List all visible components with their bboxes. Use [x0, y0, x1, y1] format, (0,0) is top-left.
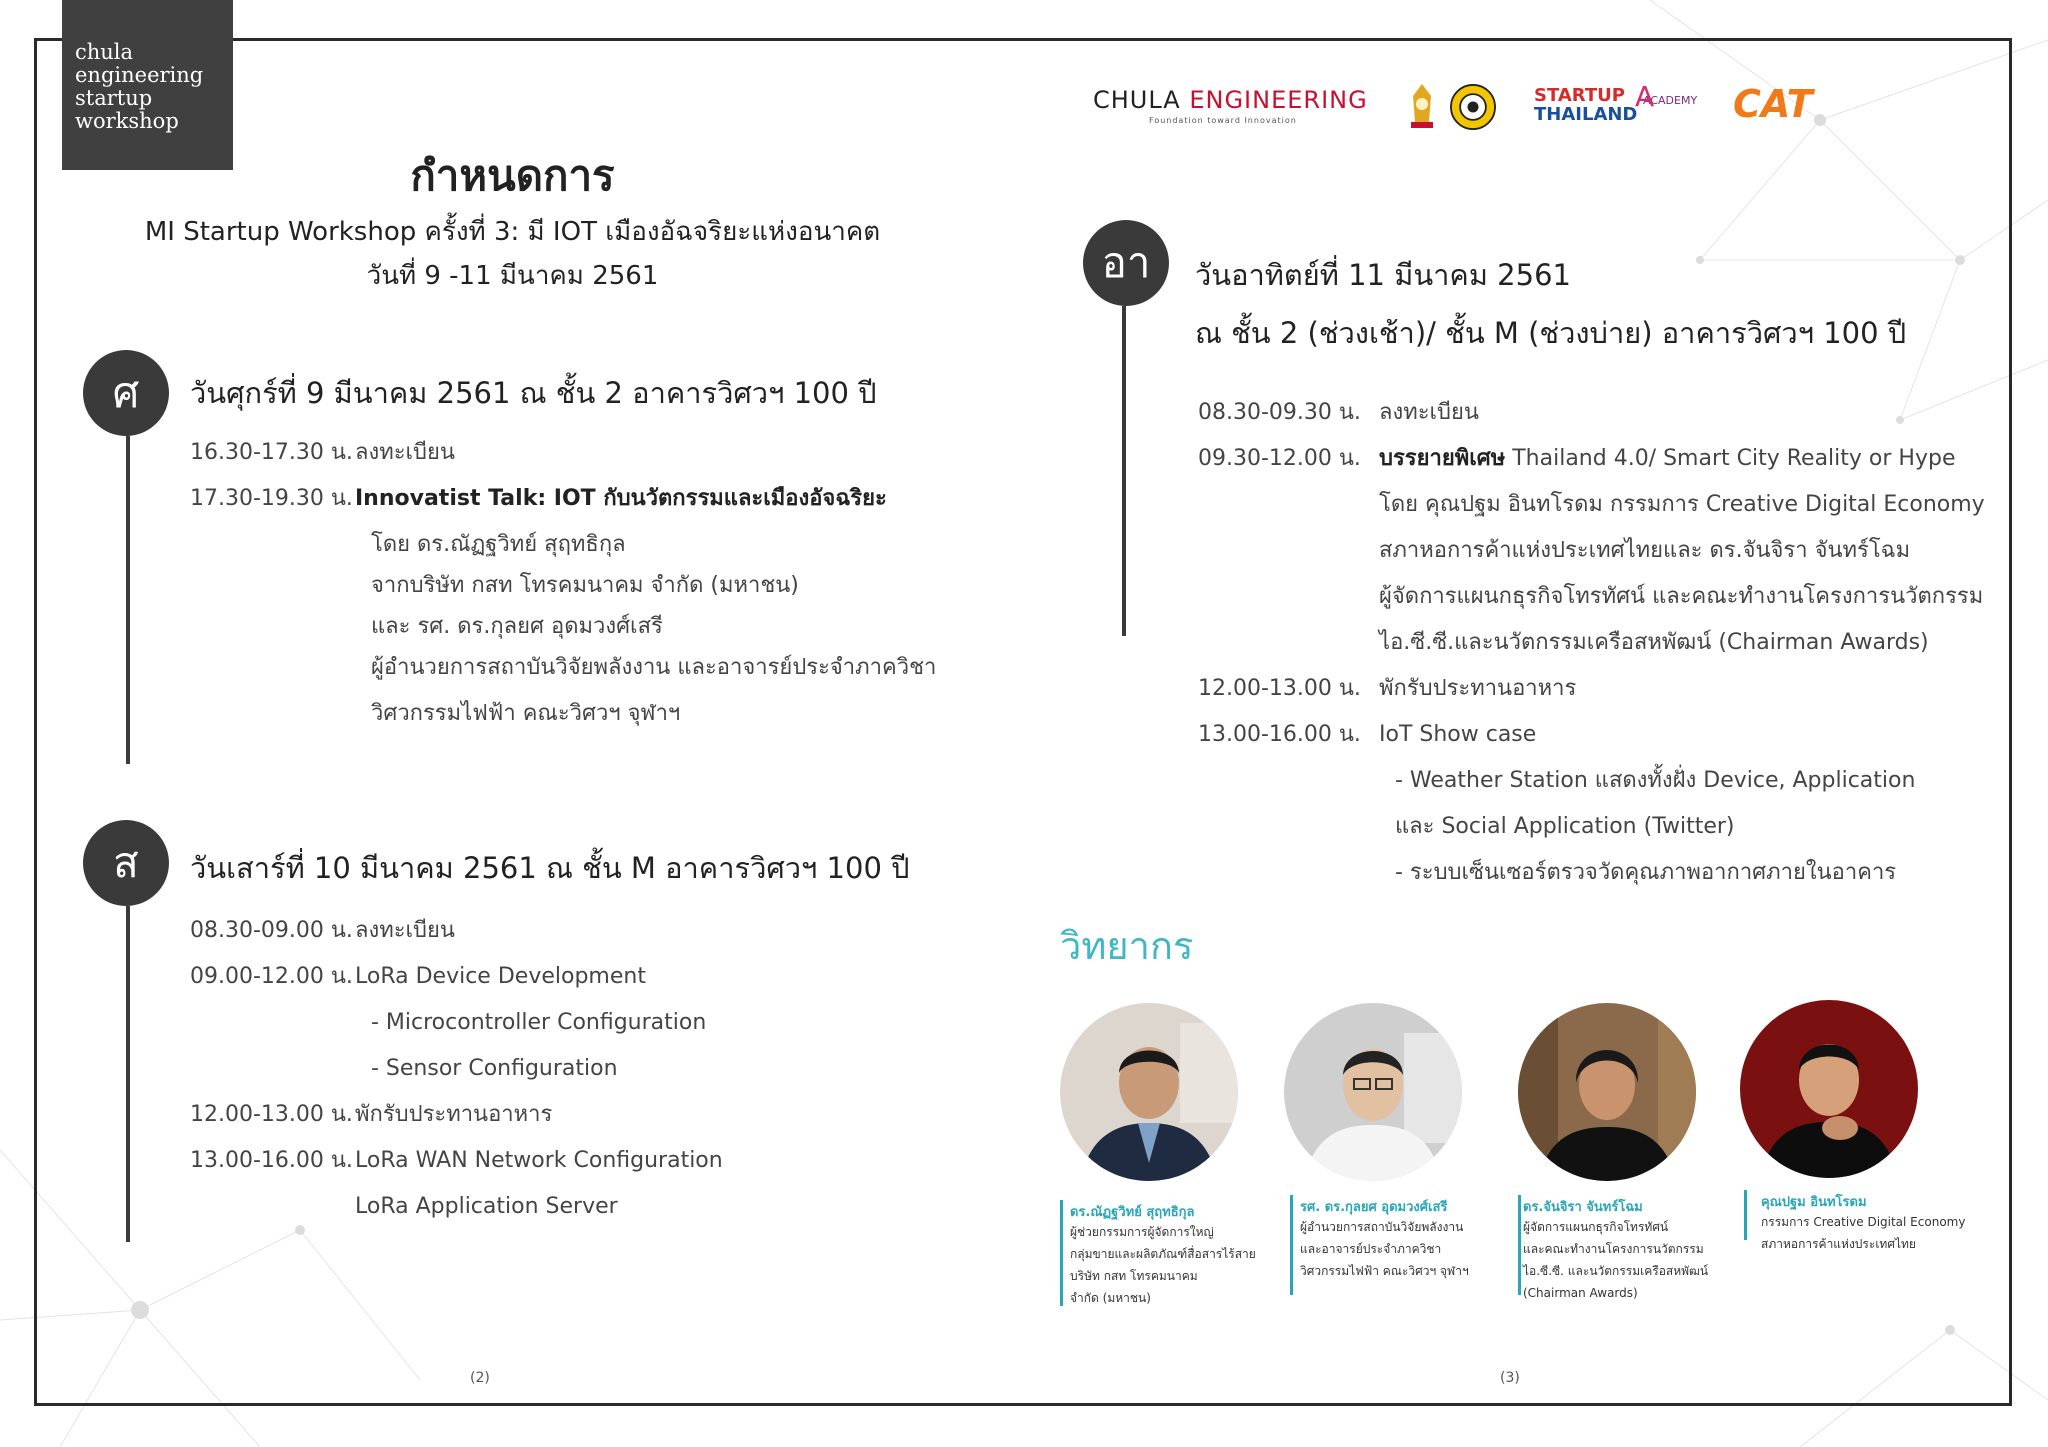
- showcase-line: - Weather Station แสดงทั้งฝั่ง Device, Application: [1395, 768, 1916, 793]
- detail-line: จากบริษัท กสท โทรคมนาคม จำกัด (มหาชน): [371, 573, 799, 598]
- detail-line: และ รศ. ดร.กุลยศ อุดมวงศ์เสรี: [371, 614, 663, 639]
- university-emblem-icon: [1399, 82, 1445, 132]
- caption-accent-bar: [1060, 1200, 1063, 1306]
- schedule-row: [190, 962, 646, 992]
- day1-heading: วันศุกร์ที่ 9 มีนาคม 2561 ณ ชั้น 2 อาคารวิศวฯ 100 ปี: [190, 376, 877, 410]
- event-date: วันที่ 9 -11 มีนาคม 2561: [366, 261, 659, 291]
- schedule-time: 13.00-16.00 น.: [1198, 722, 1361, 747]
- logo-text: ENGINEERING: [1189, 86, 1368, 114]
- schedule-event: IoT Show case: [1379, 722, 1537, 747]
- cat-logo: CAT: [1733, 82, 1813, 126]
- schedule-event-emphasis: บรรยายพิเศษ: [1379, 446, 1506, 471]
- brand-box: [62, 0, 233, 170]
- schedule-time: 13.00-16.00 น.: [190, 1148, 353, 1173]
- showcase-line: และ Social Application (Twitter): [1395, 814, 1735, 839]
- day3-subheading: ณ ชั้น 2 (ช่วงเช้า)/ ชั้น M (ช่วงบ่าย) อาคารวิศวฯ 100 ปี: [1195, 316, 1907, 350]
- schedule-event: LoRa Device Development: [355, 964, 646, 989]
- detail-line: วิศวกรรมไฟฟ้า คณะวิศวฯ จุฬาฯ: [371, 701, 681, 726]
- schedule-time: 09.30-12.00 น.: [1198, 446, 1361, 471]
- event-subtitle: MI Startup Workshop ครั้งที่ 3: มี IOT เมืองอัฉจริยะแห่งอนาคต: [144, 217, 881, 247]
- speaker-name: ดร.ณัฏฐวิทย์ สุฤทธิกุล: [1070, 1205, 1195, 1220]
- schedule-event: ลงทะเบียน: [1379, 400, 1479, 425]
- chula-engineering-logo: [1093, 86, 1368, 125]
- detail-line: สภาหอการค้าแห่งประเทศไทยและ ดร.จันจิรา จันทร์โฉม: [1379, 538, 1911, 563]
- showcase-line: - ระบบเซ็นเซอร์ตรวจวัดคุณภาพอากาศภายในอาคาร: [1395, 860, 1897, 885]
- day2-heading: วันเสาร์ที่ 10 มีนาคม 2561 ณ ชั้น M อาคารวิศวฯ 100 ปี: [190, 851, 910, 885]
- speaker-photo: [1284, 1003, 1462, 1181]
- schedule-time: 12.00-13.00 น.: [1198, 676, 1361, 701]
- schedule-event: Innovatist Talk: IOT กับนวัตกรรมและเมืองอัจฉริยะ: [355, 486, 887, 511]
- logo-text: STARTUP: [1534, 85, 1625, 106]
- detail-line: โดย คุณปฐม อินทโรดม กรรมการ Creative Digital Economy: [1379, 492, 1985, 517]
- schedule-time: 17.30-19.30 น.: [190, 486, 353, 511]
- detail-line: LoRa Application Server: [355, 1194, 618, 1219]
- academy-logo: [1635, 80, 1698, 113]
- schedule-time: 08.30-09.00 น.: [190, 918, 353, 943]
- brand-line: engineering: [75, 63, 204, 87]
- detail-line: - Sensor Configuration: [371, 1056, 618, 1081]
- speaker-photo: [1518, 1003, 1696, 1181]
- caption-accent-bar: [1518, 1195, 1521, 1295]
- day3-badge: อา: [1083, 220, 1169, 306]
- page-number-right: (3): [1500, 1370, 1520, 1386]
- speaker-photo: [1060, 1003, 1238, 1181]
- schedule-event: พักรับประทานอาหาร: [1379, 676, 1577, 701]
- speakers-heading: วิทยากร: [1060, 924, 1194, 968]
- logo-tagline: Foundation toward Innovation: [1149, 116, 1297, 125]
- detail-line: โดย ดร.ณัฏฐวิทย์ สุฤทธิกุล: [371, 532, 626, 557]
- caption-accent-bar: [1290, 1195, 1293, 1295]
- academy-a-icon: A: [1635, 80, 1655, 113]
- schedule-event: LoRa WAN Network Configuration: [355, 1148, 723, 1173]
- partner-logos: [1093, 82, 1833, 132]
- brand-line: startup: [75, 86, 153, 110]
- day1-badge: ศ: [83, 350, 169, 436]
- schedule-time: 12.00-13.00 น.: [190, 1102, 353, 1127]
- speaker-name: ดร.จันจิรา จันทร์โฉม: [1523, 1200, 1643, 1215]
- schedule-event: ลงทะเบียน: [355, 918, 455, 943]
- page-number-left: (2): [470, 1370, 490, 1386]
- schedule-row: [1198, 720, 1537, 750]
- speaker-name: คุณปฐม อินทโรดม: [1761, 1195, 1867, 1210]
- logo-text: ACADEMY: [1643, 94, 1698, 107]
- speaker-title: และอาจารย์ประจำภาควิชา: [1300, 1242, 1442, 1256]
- schedule-event: Thailand 4.0/ Smart City Reality or Hype: [1505, 446, 1956, 471]
- speaker-photo: [1740, 1000, 1918, 1178]
- faculty-seal-icon: [1450, 82, 1496, 132]
- speaker-title: สภาหอการค้าแห่งประเทศไทย: [1761, 1237, 1916, 1251]
- speaker-title: จำกัด (มหาชน): [1070, 1291, 1151, 1305]
- startup-thailand-logo: [1534, 86, 1637, 124]
- caption-accent-bar: [1744, 1190, 1747, 1240]
- speaker-title: ผู้ช่วยกรรมการผู้จัดการใหญ่: [1070, 1225, 1214, 1239]
- page-title: กำหนดการ: [410, 151, 615, 200]
- day3-heading: วันอาทิตย์ที่ 11 มีนาคม 2561: [1195, 258, 1571, 292]
- schedule-row: [1198, 674, 1577, 704]
- day2-badge: ส: [83, 820, 169, 906]
- day2-timeline: [126, 906, 130, 1242]
- schedule-row: [190, 1146, 723, 1176]
- schedule-row: [1198, 444, 1956, 474]
- day3-timeline: [1122, 306, 1126, 636]
- schedule-event: พักรับประทานอาหาร: [355, 1102, 553, 1127]
- schedule-time: 16.30-17.30 น.: [190, 440, 353, 465]
- schedule-row: [190, 1100, 553, 1130]
- schedule-event: ลงทะเบียน: [355, 440, 455, 465]
- speaker-name: รศ. ดร.กุลยศ อุดมวงศ์เสรี: [1300, 1200, 1448, 1215]
- detail-line: ผู้อำนวยการสถาบันวิจัยพลังงาน และอาจารย์ประจำภาควิชา: [371, 655, 937, 680]
- speaker-title: (Chairman Awards): [1523, 1286, 1638, 1300]
- speaker-title: ไอ.ซี.ซี. และนวัตกรรมเครือสหพัฒน์: [1523, 1264, 1709, 1278]
- speaker-title: กลุ่มขายและผลิตภัณฑ์สื่อสารไร้สาย: [1070, 1247, 1256, 1261]
- brand-line: chula: [75, 40, 134, 64]
- schedule-row: [1198, 398, 1479, 428]
- speaker-title: วิศวกรรมไฟฟ้า คณะวิศวฯ จุฬาฯ: [1300, 1264, 1469, 1278]
- logo-text: THAILAND: [1534, 104, 1638, 125]
- speaker-title: บริษัท กสท โทรคมนาคม: [1070, 1269, 1198, 1283]
- schedule-time: 08.30-09.30 น.: [1198, 400, 1361, 425]
- detail-line: ไอ.ซี.ซี.และนวัตกรรมเครือสหพัฒน์ (Chairman Awards): [1379, 630, 1929, 655]
- detail-line: - Microcontroller Configuration: [371, 1010, 707, 1035]
- detail-line: ผู้จัดการแผนกธุรกิจโทรทัศน์ และคณะทำงานโครงการนวัตกรรม: [1379, 584, 1984, 609]
- speaker-title: ผู้อำนวยการสถาบันวิจัยพลังงาน: [1300, 1220, 1464, 1234]
- brand-line: workshop: [75, 109, 179, 133]
- speaker-title: ผู้จัดการแผนกธุรกิจโทรทัศน์: [1523, 1220, 1669, 1234]
- day1-timeline: [126, 436, 130, 764]
- schedule-row: [190, 438, 455, 468]
- schedule-row: [190, 916, 455, 946]
- speaker-title: กรรมการ Creative Digital Economy: [1761, 1215, 1966, 1229]
- title-block: [100, 150, 925, 296]
- schedule-time: 09.00-12.00 น.: [190, 964, 353, 989]
- logo-text: CHULA: [1093, 86, 1190, 114]
- schedule-row: [190, 484, 887, 514]
- speaker-title: และคณะทำงานโครงการนวัตกรรม: [1523, 1242, 1704, 1256]
